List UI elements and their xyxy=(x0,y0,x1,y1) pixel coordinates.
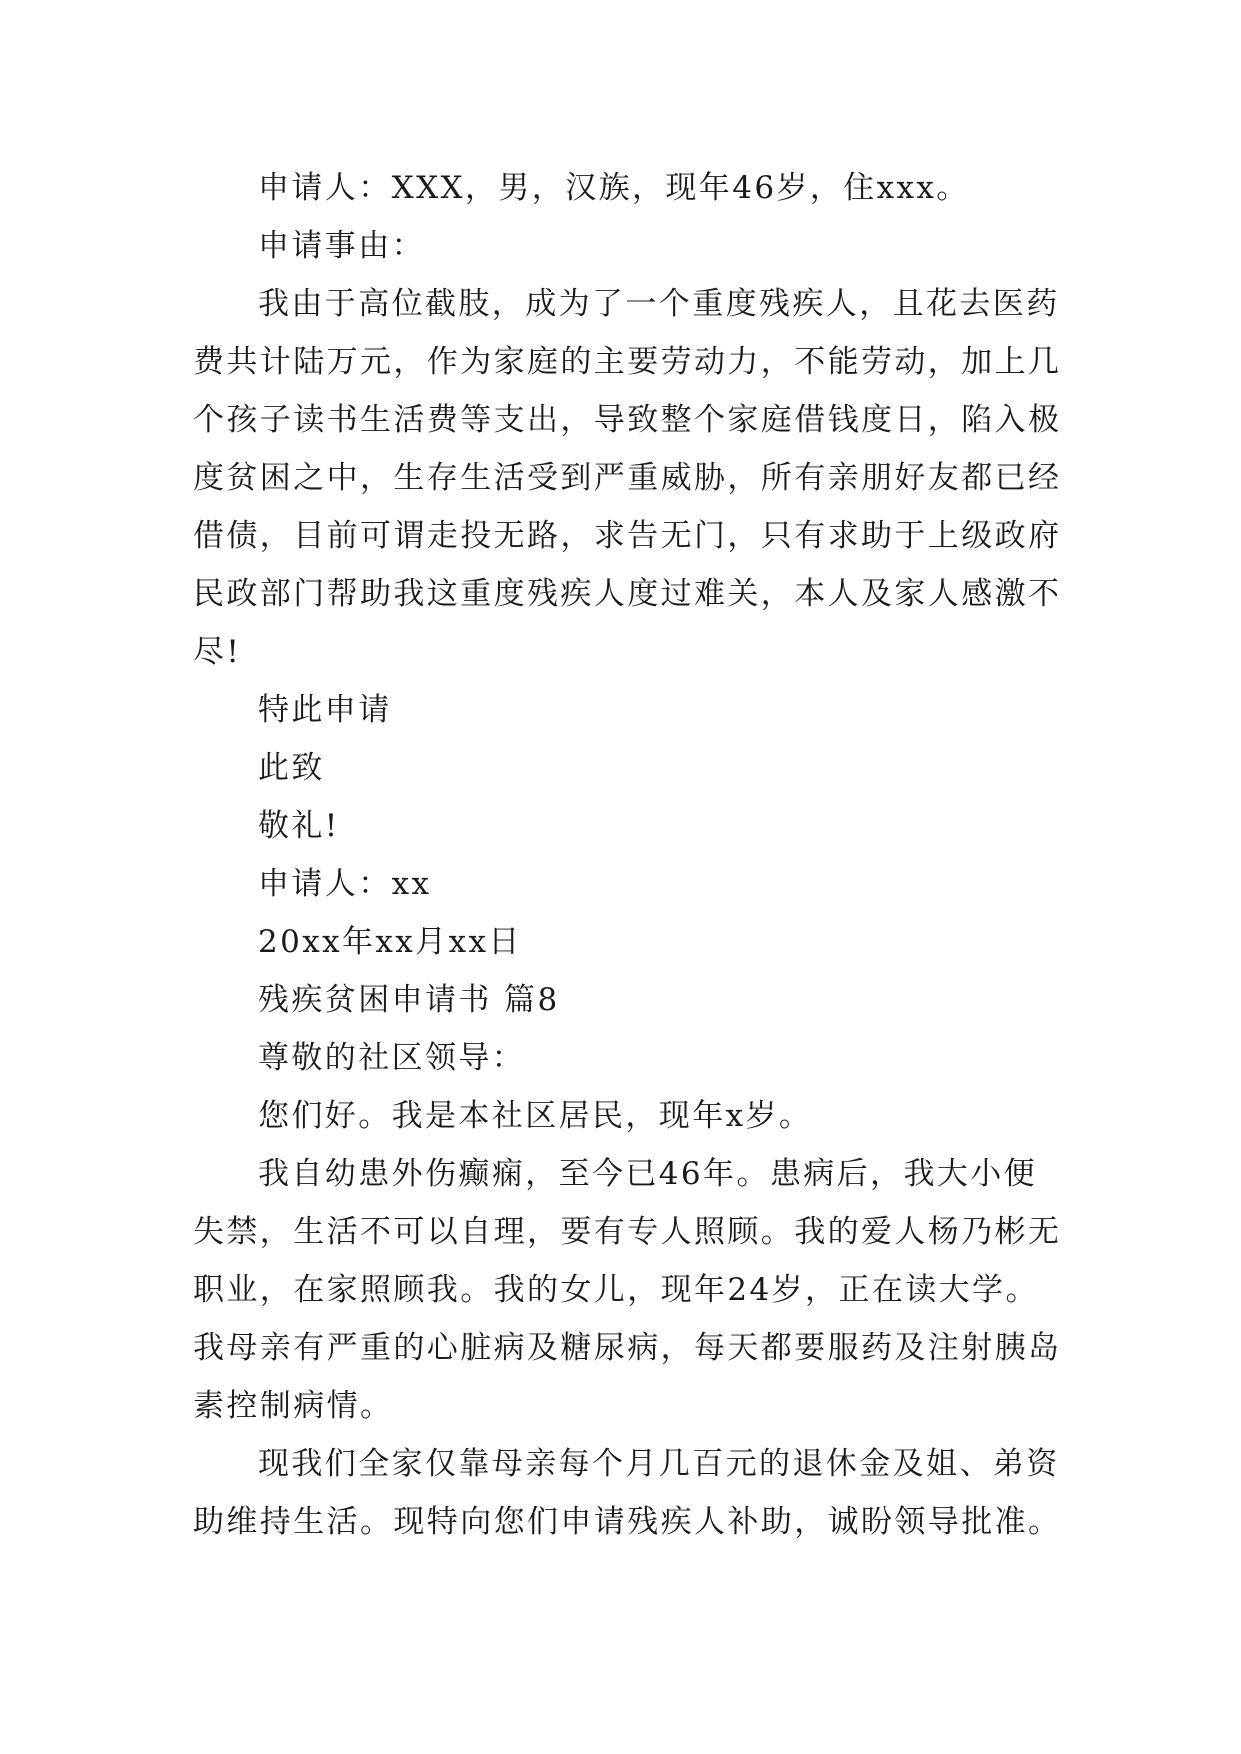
body3-line-1: 现我们全家仅靠母亲每个月几百元的退休金及姐、弟资 xyxy=(258,1446,1060,1482)
body3-line-2: 助维持生活。现特向您们申请残疾人补助，诚盼领导批准。 xyxy=(193,1504,1062,1540)
applicant-info: 申请人：XXX，男，汉族，现年46岁，住xxx。 xyxy=(258,170,970,206)
body2-line-5: 素控制病情。 xyxy=(193,1388,394,1424)
body-line-1: 我由于高位截肢，成为了一个重度残疾人，且花去医药 xyxy=(258,286,1060,322)
salutation: 尊敬的社区领导： xyxy=(258,1040,526,1076)
body-line-3: 个孩子读书生活费等支出，导致整个家庭借钱度日，陷入极 xyxy=(193,402,1062,438)
closing-cizhi: 此致 xyxy=(258,750,325,786)
signature-date: 20xx年xx月xx日 xyxy=(258,924,522,960)
reason-heading: 申请事由： xyxy=(258,228,425,264)
body-line-5: 借债，目前可谓走投无路，求告无门，只有求助于上级政府 xyxy=(193,518,1062,554)
section-title: 残疾贫困申请书 篇8 xyxy=(258,982,560,1018)
signature-applicant: 申请人：xx xyxy=(258,866,432,902)
body2-line-2: 失禁，生活不可以自理，要有专人照顾。我的爱人杨乃彬无 xyxy=(193,1214,1062,1250)
closing-request: 特此申请 xyxy=(258,692,392,728)
body2-line-1: 我自幼患外伤癫痫，至今已46年。患病后，我大小便 xyxy=(258,1156,1038,1192)
body-line-4: 度贫困之中，生存生活受到严重威胁，所有亲朋好友都已经 xyxy=(193,460,1062,496)
body-line-6: 民政部门帮助我这重度残疾人度过难关，本人及家人感激不 xyxy=(193,576,1062,612)
body-line-7: 尽! xyxy=(193,634,242,670)
closing-jingli: 敬礼! xyxy=(258,808,340,844)
body2-line-3: 职业，在家照顾我。我的女儿，现年24岁，正在读大学。 xyxy=(193,1272,1039,1308)
body2-line-4: 我母亲有严重的心脏病及糖尿病，每天都要服药及注射胰岛 xyxy=(193,1330,1062,1366)
body-line-2: 费共计陆万元，作为家庭的主要劳动力，不能劳动，加上几 xyxy=(193,344,1062,380)
greeting: 您们好。我是本社区居民，现年x岁。 xyxy=(258,1098,813,1134)
